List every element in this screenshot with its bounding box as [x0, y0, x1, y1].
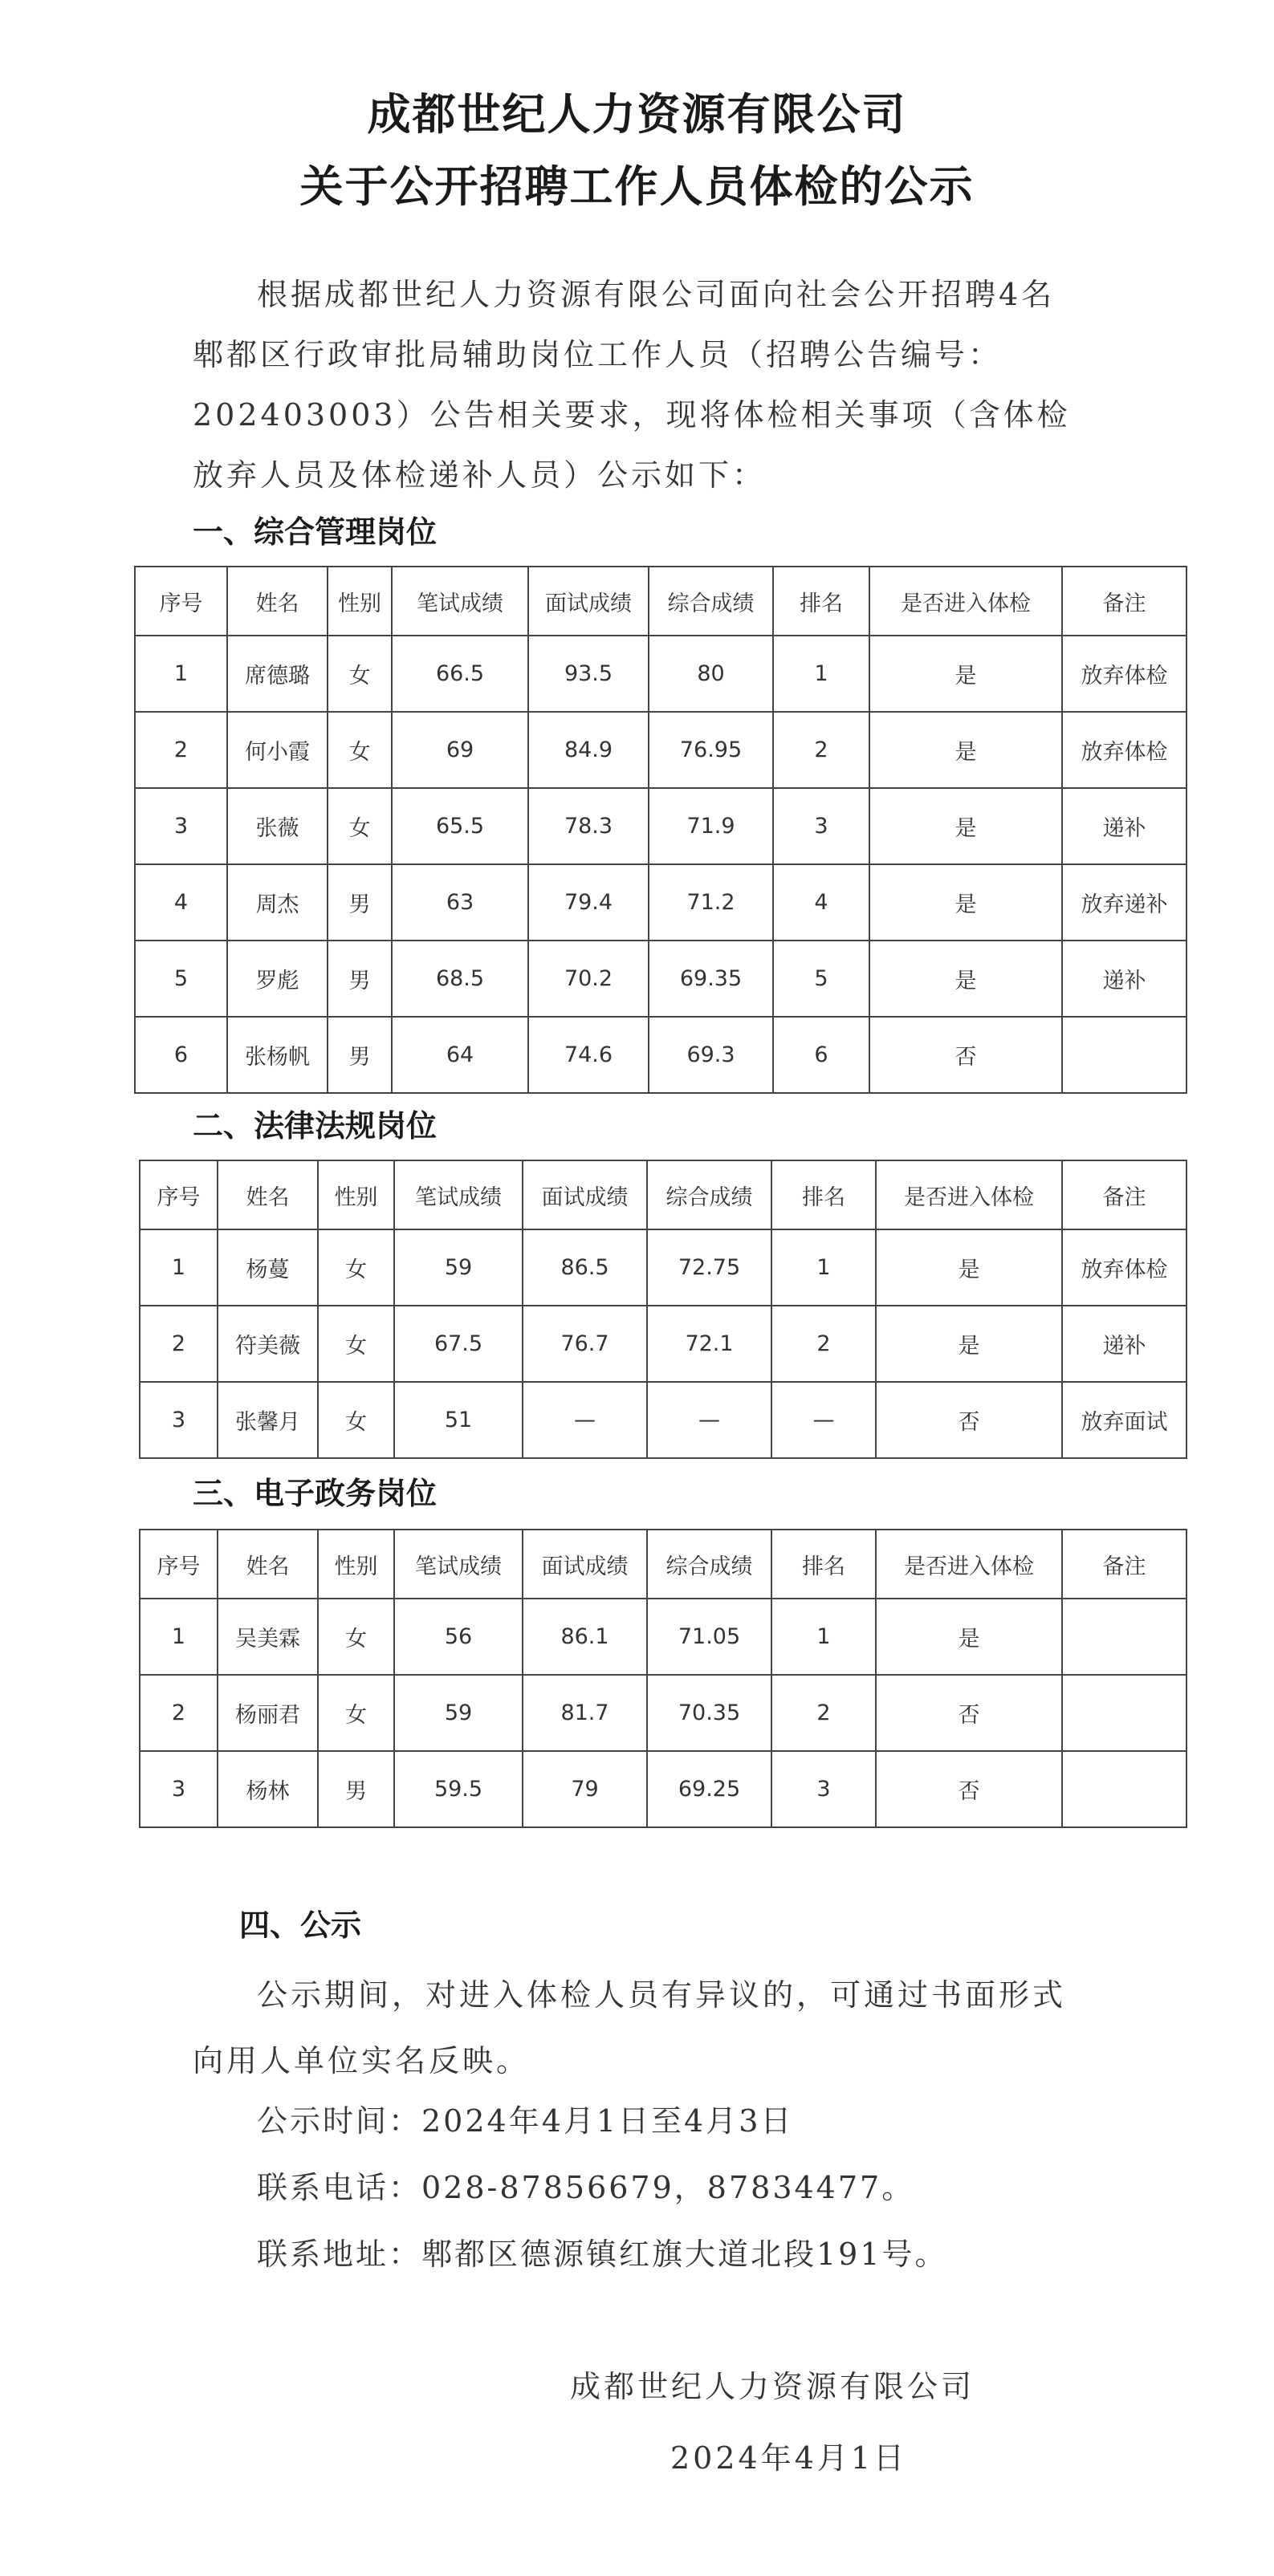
cell-gender: 男 — [318, 1751, 394, 1827]
cell-remark: 放弃递补 — [1062, 864, 1186, 941]
cell-gender: 男 — [328, 1017, 392, 1093]
notice-body: 公示期间，对进入体检人员有异议的，可通过书面形式向用人单位实名反映。 — [193, 1977, 1067, 2078]
cell-name: 席德璐 — [227, 636, 328, 712]
cell-remark — [1062, 1599, 1186, 1675]
cell-total-score: 69.35 — [649, 941, 773, 1017]
cell-total-score: 71.9 — [649, 788, 773, 864]
table-row — [135, 788, 1186, 864]
cell-physical-exam: 否 — [876, 1675, 1062, 1751]
cell-remark — [1062, 1675, 1186, 1751]
table-row — [135, 864, 1186, 941]
section-heading-general-management: 一、综合管理岗位 — [193, 514, 438, 550]
cell-written-score: 65.5 — [392, 788, 528, 864]
header-remark: 备注 — [1062, 567, 1186, 636]
cell-interview-score: 74.6 — [528, 1017, 649, 1093]
table-row — [140, 1675, 1186, 1751]
cell-name: 张杨帆 — [227, 1017, 328, 1093]
cell-interview-score: 79 — [523, 1751, 647, 1827]
header-gender: 性别 — [318, 1160, 394, 1229]
header-interview-score: 面试成绩 — [528, 567, 649, 636]
table-row — [135, 636, 1186, 712]
cell-written-score: 67.5 — [394, 1306, 523, 1382]
cell-name: 杨林 — [218, 1751, 318, 1827]
header-gender: 性别 — [318, 1530, 394, 1599]
cell-interview-score: 93.5 — [528, 636, 649, 712]
cell-name: 杨丽君 — [218, 1675, 318, 1751]
cell-gender: 女 — [328, 712, 392, 788]
cell-written-score: 56 — [394, 1599, 523, 1675]
header-total-score: 综合成绩 — [647, 1160, 771, 1229]
header-written-score: 笔试成绩 — [394, 1530, 523, 1599]
cell-remark: 递补 — [1062, 1306, 1186, 1382]
header-gender: 性别 — [328, 567, 392, 636]
cell-physical-exam: 是 — [869, 636, 1062, 712]
header-rank: 排名 — [771, 1160, 876, 1229]
cell-physical-exam: 是 — [876, 1306, 1062, 1382]
cell-remark — [1062, 1017, 1186, 1093]
cell-interview-score: — — [523, 1382, 647, 1458]
table-row — [140, 1751, 1186, 1827]
table-header-row — [140, 1530, 1186, 1599]
cell-no: 3 — [140, 1382, 218, 1458]
results-table-laws-regulations — [139, 1160, 1187, 1459]
table-row — [135, 941, 1186, 1017]
cell-rank: 1 — [771, 1229, 876, 1306]
table-row — [140, 1599, 1186, 1675]
header-written-score: 笔试成绩 — [394, 1160, 523, 1229]
cell-gender: 女 — [318, 1382, 394, 1458]
header-written-score: 笔试成绩 — [392, 567, 528, 636]
cell-rank: 3 — [771, 1751, 876, 1827]
cell-interview-score: 86.5 — [523, 1229, 647, 1306]
table-row — [140, 1229, 1186, 1306]
cell-written-score: 59.5 — [394, 1751, 523, 1827]
cell-physical-exam: 是 — [869, 941, 1062, 1017]
cell-remark: 递补 — [1062, 788, 1186, 864]
header-total-score: 综合成绩 — [649, 567, 773, 636]
cell-no: 2 — [140, 1675, 218, 1751]
cell-written-score: 66.5 — [392, 636, 528, 712]
notice-phone: 联系电话：028-87856679，87834477。 — [257, 2170, 915, 2205]
section-heading-notice: 四、公示 — [239, 1908, 362, 1943]
cell-gender: 男 — [328, 864, 392, 941]
notice-time: 公示时间：2024年4月1日至4月3日 — [257, 2103, 794, 2139]
table-row — [140, 1306, 1186, 1382]
cell-gender: 女 — [318, 1675, 394, 1751]
cell-total-score: 71.2 — [649, 864, 773, 941]
header-physical-exam: 是否进入体检 — [876, 1530, 1062, 1599]
cell-physical-exam: 是 — [876, 1599, 1062, 1675]
table-body — [140, 1599, 1186, 1827]
cell-gender: 女 — [318, 1229, 394, 1306]
cell-rank: 3 — [773, 788, 869, 864]
header-no: 序号 — [140, 1530, 218, 1599]
table-header-row — [140, 1160, 1186, 1229]
cell-name: 吴美霖 — [218, 1599, 318, 1675]
intro-paragraph: 根据成都世纪人力资源有限公司面向社会公开招聘4名郫都区行政审批局辅助岗位工作人员（招聘公告编号：202403003）公告相关要求，现将体检相关事项（含体检放弃人员及体检递补人员）公示如下： — [193, 277, 1071, 493]
table-row — [140, 1382, 1186, 1458]
header-physical-exam: 是否进入体检 — [876, 1160, 1062, 1229]
cell-gender: 男 — [328, 941, 392, 1017]
cell-remark: 放弃体检 — [1062, 712, 1186, 788]
header-interview-score: 面试成绩 — [523, 1160, 647, 1229]
header-remark: 备注 — [1062, 1160, 1186, 1229]
cell-name: 张薇 — [227, 788, 328, 864]
cell-physical-exam: 是 — [869, 712, 1062, 788]
cell-name: 杨蔓 — [218, 1229, 318, 1306]
cell-interview-score: 76.7 — [523, 1306, 647, 1382]
cell-written-score: 63 — [392, 864, 528, 941]
cell-name: 周杰 — [227, 864, 328, 941]
cell-rank: 1 — [773, 636, 869, 712]
table-row — [135, 712, 1186, 788]
notice-address: 联系地址：郫都区德源镇红旗大道北段191号。 — [257, 2237, 948, 2272]
cell-total-score: 69.25 — [647, 1751, 771, 1827]
header-remark: 备注 — [1062, 1530, 1186, 1599]
header-total-score: 综合成绩 — [647, 1530, 771, 1599]
cell-no: 1 — [135, 636, 227, 712]
cell-remark: 递补 — [1062, 941, 1186, 1017]
cell-written-score: 68.5 — [392, 941, 528, 1017]
cell-physical-exam: 否 — [876, 1382, 1062, 1458]
header-name: 姓名 — [227, 567, 328, 636]
cell-physical-exam: 否 — [869, 1017, 1062, 1093]
cell-remark: 放弃体检 — [1062, 636, 1186, 712]
cell-rank: 1 — [771, 1599, 876, 1675]
cell-gender: 女 — [328, 636, 392, 712]
cell-no: 1 — [140, 1599, 218, 1675]
cell-no: 2 — [135, 712, 227, 788]
results-table-e-government — [139, 1529, 1187, 1828]
cell-no: 3 — [140, 1751, 218, 1827]
cell-interview-score: 86.1 — [523, 1599, 647, 1675]
cell-remark — [1062, 1751, 1186, 1827]
cell-rank: 2 — [771, 1675, 876, 1751]
cell-total-score: 72.75 — [647, 1229, 771, 1306]
cell-name: 张馨月 — [218, 1382, 318, 1458]
table-body — [135, 636, 1186, 1093]
cell-name: 符美薇 — [218, 1306, 318, 1382]
cell-no: 5 — [135, 941, 227, 1017]
cell-no: 4 — [135, 864, 227, 941]
cell-physical-exam: 是 — [869, 864, 1062, 941]
cell-total-score: 80 — [649, 636, 773, 712]
cell-written-score: 69 — [392, 712, 528, 788]
section-heading-laws-regulations: 二、法律法规岗位 — [193, 1108, 438, 1144]
header-name: 姓名 — [218, 1160, 318, 1229]
cell-rank: 4 — [773, 864, 869, 941]
header-no: 序号 — [135, 567, 227, 636]
cell-total-score: — — [647, 1382, 771, 1458]
signature-company: 成都世纪人力资源有限公司 — [570, 2369, 975, 2404]
table-row — [135, 1017, 1186, 1093]
header-no: 序号 — [140, 1160, 218, 1229]
cell-interview-score: 79.4 — [528, 864, 649, 941]
results-table-general-management — [134, 566, 1187, 1094]
signature-date: 2024年4月1日 — [670, 2440, 908, 2476]
cell-rank: 2 — [773, 712, 869, 788]
header-interview-score: 面试成绩 — [523, 1530, 647, 1599]
cell-remark: 放弃体检 — [1062, 1229, 1186, 1306]
document-title-line2: 关于公开招聘工作人员体检的公示 — [299, 161, 975, 212]
cell-name: 罗彪 — [227, 941, 328, 1017]
cell-rank: 5 — [773, 941, 869, 1017]
header-rank: 排名 — [771, 1530, 876, 1599]
cell-rank: 6 — [773, 1017, 869, 1093]
cell-gender: 女 — [318, 1599, 394, 1675]
cell-physical-exam: 是 — [869, 788, 1062, 864]
cell-gender: 女 — [328, 788, 392, 864]
cell-remark: 放弃面试 — [1062, 1382, 1186, 1458]
cell-written-score: 64 — [392, 1017, 528, 1093]
cell-physical-exam: 否 — [876, 1751, 1062, 1827]
cell-written-score: 59 — [394, 1675, 523, 1751]
cell-no: 1 — [140, 1229, 218, 1306]
cell-total-score: 76.95 — [649, 712, 773, 788]
document-title-line1: 成都世纪人力资源有限公司 — [367, 89, 907, 140]
header-name: 姓名 — [218, 1530, 318, 1599]
cell-total-score: 71.05 — [647, 1599, 771, 1675]
table-header-row — [135, 567, 1186, 636]
section-heading-e-government: 三、电子政务岗位 — [193, 1476, 438, 1511]
cell-rank: — — [771, 1382, 876, 1458]
cell-rank: 2 — [771, 1306, 876, 1382]
header-rank: 排名 — [773, 567, 869, 636]
cell-total-score: 70.35 — [647, 1675, 771, 1751]
cell-name: 何小霞 — [227, 712, 328, 788]
cell-interview-score: 78.3 — [528, 788, 649, 864]
cell-total-score: 72.1 — [647, 1306, 771, 1382]
header-physical-exam: 是否进入体检 — [869, 567, 1062, 636]
table-body — [140, 1229, 1186, 1458]
cell-written-score: 59 — [394, 1229, 523, 1306]
cell-physical-exam: 是 — [876, 1229, 1062, 1306]
cell-interview-score: 84.9 — [528, 712, 649, 788]
cell-interview-score: 70.2 — [528, 941, 649, 1017]
cell-no: 6 — [135, 1017, 227, 1093]
cell-written-score: 51 — [394, 1382, 523, 1458]
cell-gender: 女 — [318, 1306, 394, 1382]
cell-interview-score: 81.7 — [523, 1675, 647, 1751]
cell-no: 2 — [140, 1306, 218, 1382]
cell-total-score: 69.3 — [649, 1017, 773, 1093]
cell-no: 3 — [135, 788, 227, 864]
